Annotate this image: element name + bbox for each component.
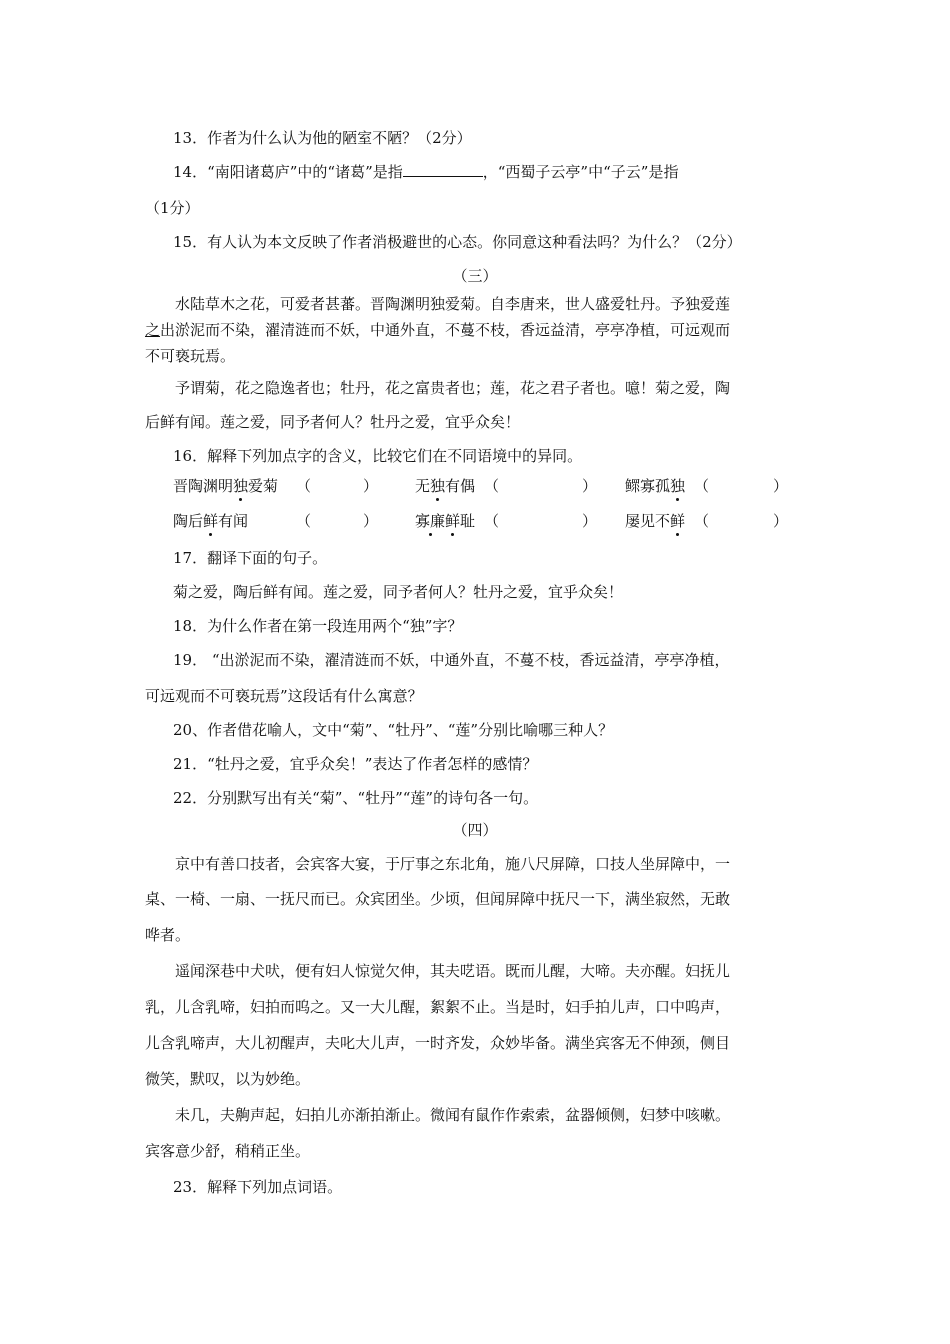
answer-paren-open: （ (694, 477, 710, 495)
question-18: 18．为什么作者在第一段连用两个“独”字？ (173, 617, 463, 635)
passage-3-text: 出淤泥而不染，濯清涟而不妖，中通外直，不蔓不枝，香远益清，亭亭净植，可远观而 (160, 321, 731, 339)
dotted-char: 独 (670, 477, 686, 495)
passage-4-line: 微笑，默叹，以为妙绝。 (145, 1070, 311, 1088)
dotted-char: 独 (233, 477, 249, 495)
item-text: 有闻 (218, 512, 249, 530)
question-14 (173, 162, 678, 182)
answer-paren-close: ） (773, 477, 789, 495)
answer-paren-open: （ (296, 477, 312, 495)
dotted-char: 鲜 (670, 512, 686, 530)
q16-item-2 (415, 476, 475, 496)
dotted-char: 鲜 (203, 512, 219, 530)
answer-paren-close: ） (582, 477, 598, 495)
question-13: 13．作者为什么认为他的陋室不陋？（2分） (173, 129, 472, 147)
item-text: 陶后 (173, 512, 204, 530)
item-text: 晋陶渊明 (173, 477, 234, 495)
underlined-char: 之 (145, 321, 161, 339)
question-19-line2: 可远观而不可亵玩焉”这段话有什么寓意？ (145, 687, 423, 705)
q16-item-6 (625, 511, 685, 531)
question-14-part2: ，“西蜀子云亭”中“子云”是指 (482, 163, 679, 181)
answer-paren-open: （ (694, 512, 710, 530)
answer-paren-close: ） (363, 512, 379, 530)
q16-item-1 (173, 476, 278, 496)
question-17: 17．翻译下面的句子。 (173, 549, 328, 567)
item-text: 有偶 (445, 477, 476, 495)
question-21: 21．“牡丹之爱，宜乎众矣！”表达了作者怎样的感情？ (173, 755, 538, 773)
item-text: 耻 (460, 512, 476, 530)
dotted-char: 鲜 (445, 512, 461, 530)
passage-4-line: 京中有善口技者，会宾客大宴，于厅事之东北角，施八尺屏障，口技人坐屏障中，一 (175, 855, 731, 873)
q16-item-5 (415, 511, 475, 531)
answer-paren-open: （ (484, 512, 500, 530)
dotted-char: 独 (430, 477, 446, 495)
dotted-char: 寡廉 (415, 512, 446, 530)
q16-item-3 (625, 476, 685, 496)
passage-3-line (145, 320, 730, 340)
question-19-line1: 19． “出淤泥而不染，濯清涟而不妖，中通外直，不蔓不枝，香远益清，亭亭净植， (173, 651, 730, 669)
q16-item-4 (173, 511, 248, 531)
passage-3-line: 予谓菊，花之隐逸者也；牡丹，花之富贵者也；莲，花之君子者也。噫！菊之爱，陶 (175, 379, 731, 397)
question-17-sentence: 菊之爱，陶后鲜有闻。莲之爱，同予者何人？牡丹之爱，宜乎众矣！ (173, 583, 624, 601)
question-23: 23．解释下列加点词语。 (173, 1178, 343, 1196)
passage-3-line: 后鲜有闻。莲之爱，同予者何人？牡丹之爱，宜乎众矣！ (145, 413, 521, 431)
passage-4-line: 儿含乳啼声，大儿初醒声，夫叱大儿声，一时齐发，众妙毕备。满坐宾客无不伸颈，侧目 (145, 1034, 731, 1052)
section-3-heading: （三） (452, 267, 498, 285)
answer-paren-close: ） (773, 512, 789, 530)
answer-paren-open: （ (484, 477, 500, 495)
answer-paren-close: ） (363, 477, 379, 495)
item-text: 爱菊 (248, 477, 279, 495)
section-4-heading: （四） (452, 821, 498, 839)
passage-4-line: 宾客意少舒，稍稍正坐。 (145, 1142, 311, 1160)
passage-4-line: 遥闻深巷中犬吠，便有妇人惊觉欠伸，其夫呓语。既而儿醒，大啼。夫亦醒。妇抚儿 (175, 962, 731, 980)
question-20: 20、作者借花喻人，文中“菊”、“牡丹”、“莲”分别比喻哪三种人？ (173, 721, 614, 739)
answer-paren-close: ） (582, 512, 598, 530)
passage-4-line: 未几，夫齁声起，妇拍儿亦渐拍渐止。微闻有鼠作作索索，盆器倾侧，妇梦中咳嗽。 (175, 1106, 731, 1124)
question-16: 16．解释下列加点字的含义，比较它们在不同语境中的异同。 (173, 447, 583, 465)
passage-3-line: 水陆草木之花，可爱者甚蕃。晋陶渊明独爱菊。自李唐来，世人盛爱牡丹。予独爱莲 (175, 295, 731, 313)
item-text: 屡见不 (625, 512, 671, 530)
question-14-part1: 14．“南阳诸葛庐”中的“诸葛”是指 (173, 163, 403, 181)
answer-paren-open: （ (296, 512, 312, 530)
item-text: 鳏寡孤 (625, 477, 671, 495)
passage-4-line: 桌、一椅、一扇、一抚尺而已。众宾团坐。少顷，但闻屏障中抚尺一下，满坐寂然，无敢 (145, 890, 731, 908)
question-22: 22．分别默写出有关“菊”、“牡丹”“莲”的诗句各一句。 (173, 789, 539, 807)
passage-4-line: 哗者。 (145, 926, 191, 944)
answer-blank[interactable] (403, 162, 483, 177)
question-15: 15．有人认为本文反映了作者消极避世的心态。你同意这种看法吗？为什么？（2分） (173, 233, 742, 251)
passage-3-line: 不可亵玩焉。 (145, 347, 236, 365)
question-14-score: （1分） (145, 199, 200, 217)
item-text: 无 (415, 477, 431, 495)
passage-4-line: 乳，儿含乳啼，妇拍而呜之。又一大儿醒，絮絮不止。当是时，妇手拍儿声，口中呜声， (145, 998, 731, 1016)
